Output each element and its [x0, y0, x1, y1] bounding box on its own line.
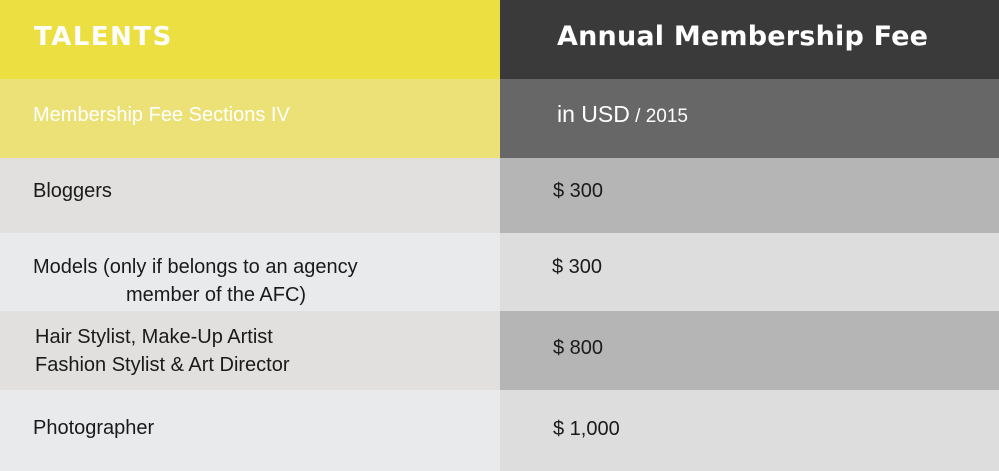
talent-name: [33, 253, 358, 309]
membership-sections-label: Membership Fee Sections IV: [33, 104, 290, 126]
table-row: [0, 233, 999, 311]
talent-name-line-1: Hair Stylist, Make-Up Artist: [35, 326, 273, 348]
talent-name-line-2: member of the AFC): [126, 284, 307, 306]
table-row: [0, 311, 999, 390]
fee-value: $ 300: [553, 180, 604, 202]
annual-fee-heading: Annual Membership Fee: [557, 21, 929, 52]
subheader-cell-right: [500, 79, 999, 158]
fee-value: $ 800: [553, 337, 604, 359]
currency-year-label: [557, 101, 688, 128]
fee-cell: [500, 311, 999, 390]
currency-code: USD: [581, 101, 630, 127]
table-row: [0, 158, 999, 233]
talents-heading: TALENTS: [34, 22, 173, 52]
talent-cell: [0, 390, 500, 471]
table-subheader-row: [0, 79, 999, 158]
fee-cell: [500, 390, 999, 471]
talent-cell: [0, 233, 500, 311]
talent-cell: [0, 311, 500, 390]
talent-name-line-1: Models (only if belongs to an agency: [33, 256, 358, 278]
talent-name: Photographer: [33, 417, 155, 439]
talent-name: [35, 323, 290, 379]
fee-cell: [500, 233, 999, 311]
talent-name-line-2: Fashion Stylist & Art Director: [35, 354, 290, 376]
table-header-row: [0, 0, 999, 79]
subheader-cell-left: [0, 79, 500, 158]
fee-cell: [500, 158, 999, 233]
table-row: [0, 390, 999, 471]
fee-value: $ 300: [552, 256, 603, 278]
talent-cell: [0, 158, 500, 233]
year-suffix: / 2015: [629, 106, 688, 127]
header-cell-fee: [500, 0, 999, 79]
currency-prefix: in: [557, 101, 582, 127]
header-cell-talents: [0, 0, 500, 79]
talent-name: Bloggers: [33, 180, 112, 202]
fee-value: $ 1,000: [553, 418, 620, 440]
